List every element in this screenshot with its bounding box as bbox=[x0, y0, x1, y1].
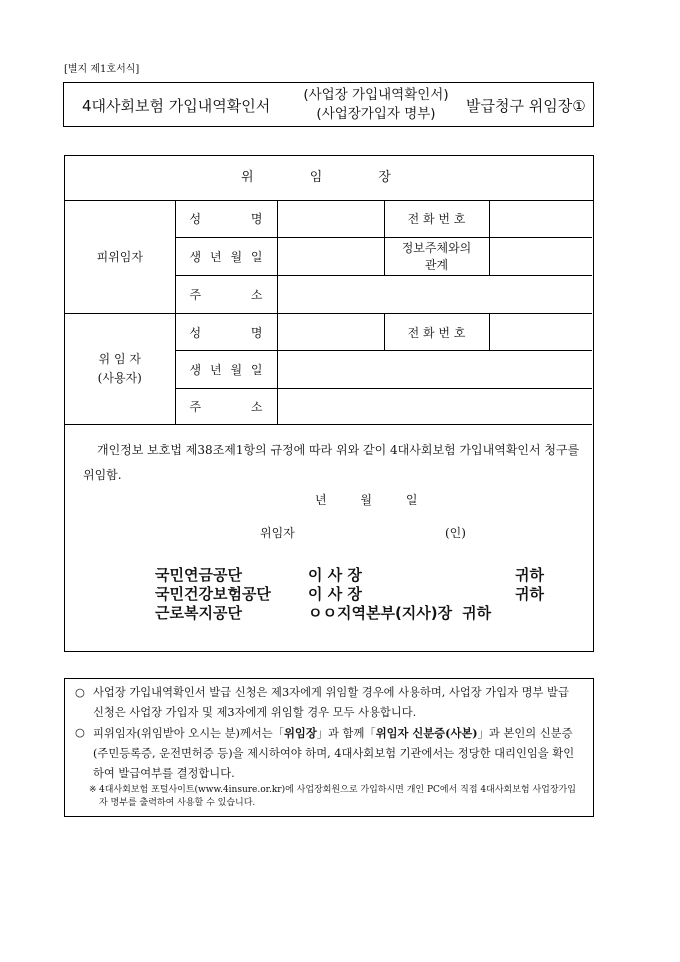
delegator-address-label: 주 소 bbox=[175, 389, 277, 425]
delegator-section-label bbox=[65, 314, 175, 425]
delegator-label-line2: (사용자) bbox=[97, 371, 142, 385]
date-line[interactable]: 년 월 일 bbox=[315, 493, 418, 507]
delegated-birth-field[interactable] bbox=[277, 238, 384, 276]
addressee-org: 근로복지공단 bbox=[155, 604, 242, 622]
delegated-address-label: 주 소 bbox=[175, 276, 277, 314]
seal-label: (인) bbox=[445, 526, 466, 540]
notes-box bbox=[64, 678, 594, 817]
footnote-text: 4대사회보험 포털사이트(www.4insure.or.kr)에 사업장회원으로 가입하시면 개인 PC에서 직접 4대사회보험 사업장가입자 명부를 출력하여 사용할 수 있습니다. bbox=[99, 785, 576, 808]
delegated-phone-label: 전 화 번 호 bbox=[384, 200, 489, 238]
delegator-phone-label: 전 화 번 호 bbox=[384, 314, 489, 351]
addressee-position: ㅇㅇ지역본부(지사)장 bbox=[308, 604, 453, 622]
addressee-honorific: 귀하 bbox=[515, 585, 544, 603]
delegated-relation-field[interactable] bbox=[489, 238, 592, 276]
addressee-row bbox=[155, 604, 544, 623]
circle-bullet-icon: ○ bbox=[75, 686, 85, 699]
power-of-attorney-form bbox=[64, 155, 594, 652]
relation-label-line2: 관계 bbox=[424, 257, 449, 272]
form-table bbox=[65, 200, 592, 425]
note-item bbox=[75, 683, 583, 723]
delegator-name-label: 성 명 bbox=[175, 314, 277, 351]
delegator-name-field[interactable] bbox=[277, 314, 384, 351]
addressee-honorific: 귀하 bbox=[515, 566, 544, 584]
note-text: 사업장 가입내역확인서 발급 신청은 제3자에게 위임할 경우에 사용하며, 사업장 가입자 명부 발급 신청은 사업장 가입자 및 제3자에게 위임할 경우 모두 사용합니다. bbox=[93, 686, 569, 719]
delegator-birth-label: 생 년 월 일 bbox=[175, 351, 277, 389]
form-number-label: [별지 제1호서식] bbox=[64, 64, 140, 75]
addressee-honorific: 귀하 bbox=[462, 604, 492, 622]
note-text: 피위임자(위임받아 오시는 분)께서는「위임장」과 함께「위임자 신분증(사본)」과 본인의 신분증(주민등록증, 운전면허증 등)을 제시하여야 하며, 4대사회보험 기관에서는 정당한 대리인임을 확인하여 발급여부를 결정합니다. bbox=[93, 726, 575, 780]
delegated-name-label: 성 명 bbox=[175, 200, 277, 238]
form-title: 위 임 장 bbox=[65, 156, 593, 201]
relation-label-line1: 정보주체와의 bbox=[401, 240, 472, 255]
title-sub-line2: (사업장가입자 명부) bbox=[316, 106, 436, 122]
addressee-row bbox=[155, 566, 544, 585]
reference-mark-icon: ※ bbox=[89, 785, 97, 795]
document-title-box bbox=[63, 82, 594, 127]
title-sub bbox=[296, 86, 456, 124]
delegation-statement: 개인정보 보호법 제38조제1항의 규정에 따라 위와 같이 4대사회보험 가입내역확인서 청구를 위임함. bbox=[83, 443, 580, 482]
footnote bbox=[75, 784, 583, 810]
title-main: 4대사회보험 가입내역확인서 bbox=[82, 97, 271, 115]
delegator-address-field[interactable] bbox=[277, 389, 592, 425]
delegated-name-field[interactable] bbox=[277, 200, 384, 238]
title-end: 발급청구 위임장① bbox=[466, 97, 586, 115]
delegated-birth-label: 생 년 월 일 bbox=[175, 238, 277, 276]
circle-bullet-icon: ○ bbox=[75, 726, 85, 739]
addressee-list bbox=[155, 566, 544, 623]
signer-label: 위임자 bbox=[260, 526, 295, 540]
delegated-relation-label bbox=[384, 238, 489, 276]
addressee-org: 국민건강보험공단 bbox=[155, 585, 271, 603]
addressee-row bbox=[155, 585, 544, 604]
addressee-position: 이 사 장 bbox=[308, 566, 362, 584]
delegated-phone-field[interactable] bbox=[489, 200, 592, 238]
addressee-position: 이 사 장 bbox=[308, 585, 362, 603]
addressee-org: 국민연금공단 bbox=[155, 566, 242, 584]
delegator-phone-field[interactable] bbox=[489, 314, 592, 351]
delegator-label-line1: 위 임 자 bbox=[98, 352, 141, 366]
note-item bbox=[75, 723, 583, 784]
title-sub-line1: (사업장 가입내역확인서) bbox=[303, 87, 449, 103]
delegated-address-field[interactable] bbox=[277, 276, 592, 314]
delegator-birth-field[interactable] bbox=[277, 351, 592, 389]
delegated-section-label: 피위임자 bbox=[65, 200, 175, 314]
